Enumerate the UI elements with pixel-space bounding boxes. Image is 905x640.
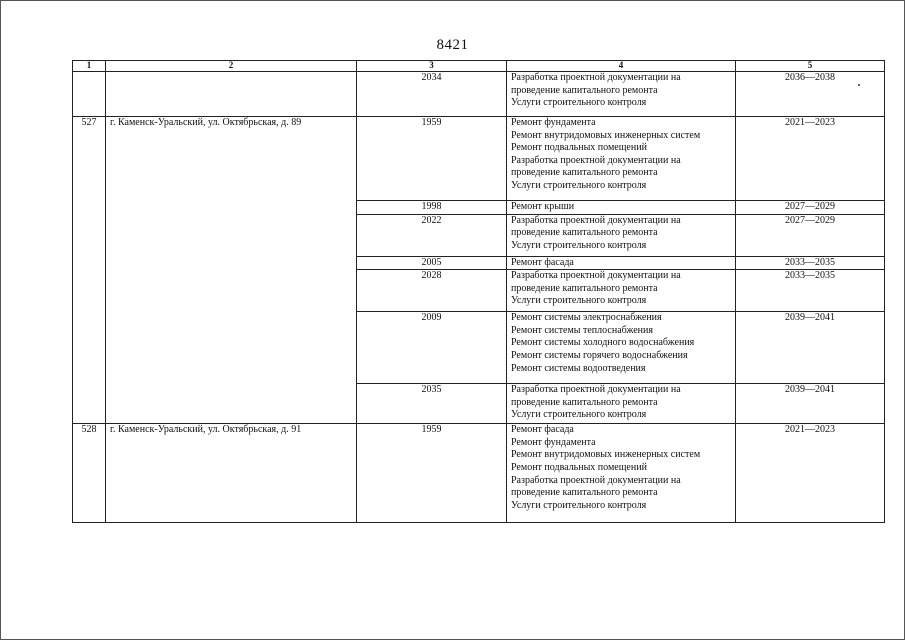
work-item: Разработка проектной документации на xyxy=(511,384,681,396)
work-item: проведение капитального ремонта xyxy=(511,396,658,408)
work-item: Ремонт подвальных помещений xyxy=(511,142,647,154)
works-cell xyxy=(507,424,736,523)
work-item: Ремонт системы электроснабжения xyxy=(511,312,662,324)
work-item: Ремонт системы теплоснабжения xyxy=(511,324,653,336)
column-header-3: 3 xyxy=(357,61,507,72)
work-item: проведение капитального ремонта xyxy=(511,487,658,499)
period-cell: 2039—2041 xyxy=(736,384,885,424)
year-cell: 1959 xyxy=(357,424,507,523)
year-cell: 2035 xyxy=(357,384,507,424)
works-cell xyxy=(507,201,736,215)
work-item: Ремонт фундамента xyxy=(511,436,596,448)
work-item: Ремонт фасада xyxy=(511,256,574,268)
work-item: Ремонт внутридомовых инженерных систем xyxy=(511,449,701,461)
year-cell: 2028 xyxy=(357,270,507,312)
period-cell: 2033—2035 xyxy=(736,256,885,270)
work-item: проведение капитального ремонта xyxy=(511,282,658,294)
address-cell: г. Каменск-Уральский, ул. Октябрьская, д. 89 xyxy=(106,117,357,424)
works-cell xyxy=(507,117,736,201)
work-item: Разработка проектной документации на xyxy=(511,154,681,166)
table-row xyxy=(73,424,885,523)
works-cell xyxy=(507,214,736,256)
work-item: Ремонт системы горячего водоснабжения xyxy=(511,349,688,361)
table-row xyxy=(73,72,885,117)
period-cell: 2021—2023 xyxy=(736,424,885,523)
period-cell: 2036—2038 xyxy=(736,72,885,117)
work-item: Услуги строительного контроля xyxy=(511,295,647,307)
work-item: Ремонт фундамента xyxy=(511,117,596,128)
work-item: Ремонт системы холодного водоснабжения xyxy=(511,337,695,349)
work-item: Ремонт подвальных помещений xyxy=(511,461,647,473)
period-cell: 2021—2023 xyxy=(736,117,885,201)
work-item: Разработка проектной документации на xyxy=(511,474,681,486)
column-number-row xyxy=(73,61,885,72)
work-item: Услуги строительного контроля xyxy=(511,179,647,191)
year-cell: 2005 xyxy=(357,256,507,270)
row-number: 527 xyxy=(73,117,106,424)
year-cell: 1998 xyxy=(357,201,507,215)
period-cell: 2027—2029 xyxy=(736,201,885,215)
works-cell xyxy=(507,312,736,384)
year-cell: 1959 xyxy=(357,117,507,201)
work-item: Разработка проектной документации на xyxy=(511,72,681,83)
row-number xyxy=(73,72,106,117)
work-item: проведение капитального ремонта xyxy=(511,84,658,96)
capital-repair-table xyxy=(72,60,885,523)
column-header-5: 5 xyxy=(736,61,885,72)
period-cell: 2033—2035 xyxy=(736,270,885,312)
page-number: 8421 xyxy=(436,37,469,53)
work-item: Услуги строительного контроля xyxy=(511,97,647,109)
work-item: Ремонт крыши xyxy=(511,201,575,212)
work-item: Разработка проектной документации на xyxy=(511,214,681,226)
work-item: Услуги строительного контроля xyxy=(511,239,647,251)
work-item: Услуги строительного контроля xyxy=(511,499,647,511)
work-item: проведение капитального ремонта xyxy=(511,167,658,179)
address-cell xyxy=(106,72,357,117)
column-header-2: 2 xyxy=(106,61,357,72)
period-cell: 2039—2041 xyxy=(736,312,885,384)
address-cell: г. Каменск-Уральский, ул. Октябрьская, д. 91 xyxy=(106,424,357,523)
work-item: Ремонт системы водоотведения xyxy=(511,362,646,374)
works-cell xyxy=(507,270,736,312)
work-item: Услуги строительного контроля xyxy=(511,409,647,421)
year-cell: 2009 xyxy=(357,312,507,384)
row-number: 528 xyxy=(73,424,106,523)
year-cell: 2034 xyxy=(357,72,507,117)
table-row xyxy=(73,117,885,201)
year-cell: 2022 xyxy=(357,214,507,256)
work-item: Ремонт внутридомовых инженерных систем xyxy=(511,129,701,141)
works-cell xyxy=(507,72,736,117)
works-cell xyxy=(507,384,736,424)
work-item: Разработка проектной документации на xyxy=(511,270,681,282)
work-item: Ремонт фасада xyxy=(511,424,574,436)
period-cell: 2027—2029 xyxy=(736,214,885,256)
table-body xyxy=(73,72,885,523)
column-header-1: 1 xyxy=(73,61,106,72)
works-cell xyxy=(507,256,736,270)
work-item: проведение капитального ремонта xyxy=(511,227,658,239)
column-header-4: 4 xyxy=(507,61,736,72)
